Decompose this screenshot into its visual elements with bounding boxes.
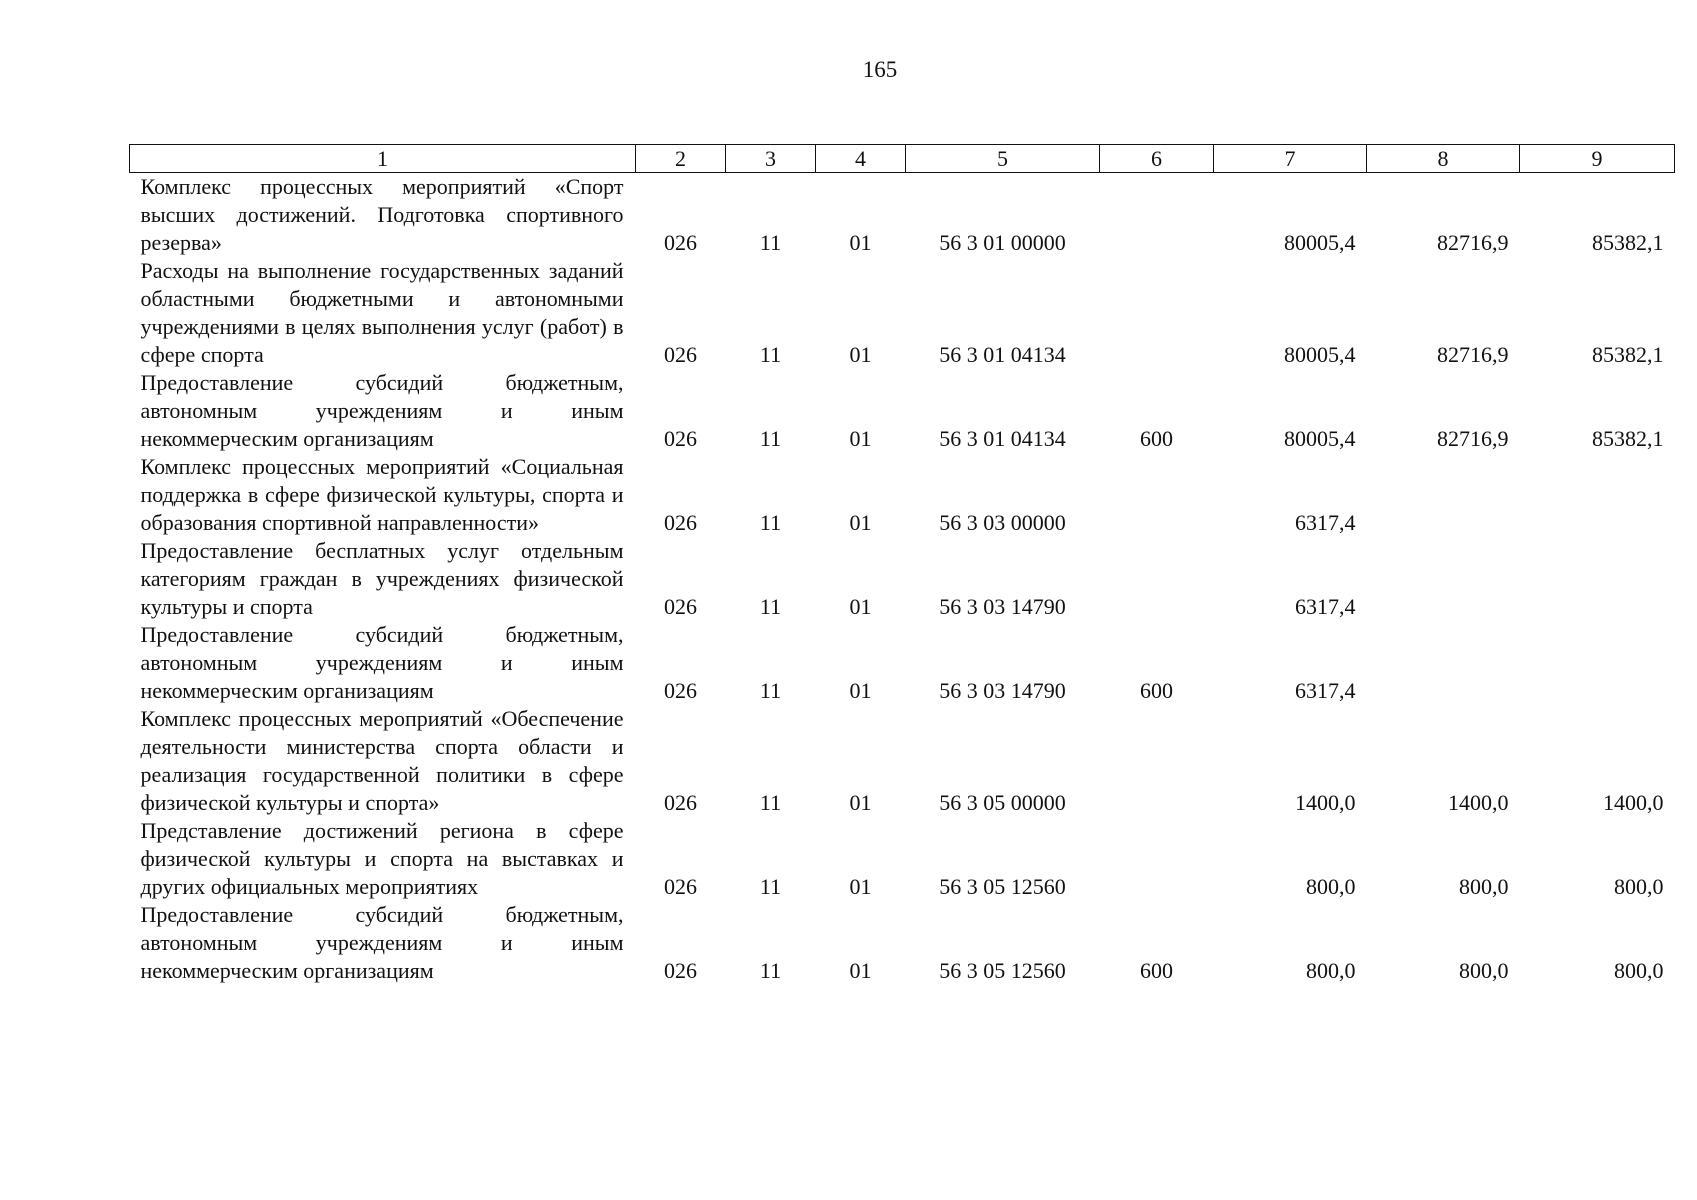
row-ministry-code: 026 (664, 790, 697, 815)
row-amount-year2 (1367, 453, 1520, 537)
row-ministry-code: 026 (664, 230, 697, 255)
row-target-article: 56 3 05 00000 (939, 790, 1066, 815)
header-row (130, 145, 1675, 173)
row-description: Представление достижений региона в сфере физической культуры и спорта на выставках и других официальных мероприятиях (140, 818, 624, 899)
row-ministry-code: 026 (664, 958, 697, 983)
row-section-code: 11 (759, 790, 782, 815)
row-amount-year3 (1520, 537, 1675, 621)
table-row (130, 817, 1675, 901)
table-row (130, 257, 1675, 369)
row-amount-year1: 800,0 (1306, 874, 1356, 899)
row-amount-year3: 800,0 (1614, 958, 1664, 983)
header-cell: 2 (636, 145, 726, 173)
row-amount-year1: 80005,4 (1284, 230, 1356, 255)
header-cell: 4 (816, 145, 906, 173)
row-subsection-code: 01 (849, 510, 872, 535)
row-description: Предоставление бесплатных услуг отдельным категориям граждан в учреждениях физической культуры и спорта (140, 538, 624, 619)
row-description: Расходы на выполнение государственных заданий областными бюджетными и автономными учреждениями в целях выполнения услуг (работ) в сфере спорта (140, 258, 624, 367)
row-ministry-code: 026 (664, 874, 697, 899)
row-target-article: 56 3 01 00000 (939, 230, 1066, 255)
row-section-code: 11 (759, 874, 782, 899)
row-ministry-code: 026 (664, 342, 697, 367)
row-amount-year1: 800,0 (1306, 958, 1356, 983)
header-cell: 5 (906, 145, 1100, 173)
row-amount-year1: 80005,4 (1284, 426, 1356, 451)
table-row (130, 621, 1675, 705)
row-amount-year2: 82716,9 (1437, 230, 1509, 255)
row-amount-year3: 1400,0 (1603, 790, 1664, 815)
row-section-code: 11 (759, 594, 782, 619)
row-amount-year2: 82716,9 (1437, 342, 1509, 367)
table-row (130, 537, 1675, 621)
row-subsection-code: 01 (849, 230, 872, 255)
row-expense-type: 600 (1140, 958, 1173, 983)
row-description: Комплекс процессных мероприятий «Социальная поддержка в сфере физической культуры, спорта и образования спортивной направленности» (140, 454, 624, 535)
table-row (130, 901, 1675, 985)
row-amount-year1: 80005,4 (1284, 342, 1356, 367)
row-description: Предоставление субсидий бюджетным, автономным учреждениям и иным некоммерческим организациям (140, 902, 624, 983)
row-subsection-code: 01 (849, 426, 872, 451)
page-number: 165 (862, 57, 898, 82)
table-row (130, 173, 1675, 258)
row-ministry-code: 026 (664, 510, 697, 535)
row-section-code: 11 (759, 958, 782, 983)
row-ministry-code: 026 (664, 426, 697, 451)
row-amount-year2: 800,0 (1459, 874, 1509, 899)
header-cell: 9 (1520, 145, 1675, 173)
row-amount-year2 (1367, 537, 1520, 621)
row-expense-type: 600 (1140, 426, 1173, 451)
table-row (130, 369, 1675, 453)
row-subsection-code: 01 (849, 958, 872, 983)
row-amount-year2 (1367, 621, 1520, 705)
row-amount-year3 (1520, 621, 1675, 705)
row-subsection-code: 01 (849, 342, 872, 367)
row-expense-type (1100, 453, 1214, 537)
row-expense-type (1100, 817, 1214, 901)
row-amount-year1: 6317,4 (1295, 510, 1356, 535)
row-expense-type: 600 (1140, 678, 1173, 703)
row-amount-year3: 800,0 (1614, 874, 1664, 899)
row-section-code: 11 (759, 510, 782, 535)
table-row (130, 705, 1675, 817)
header-cell: 6 (1100, 145, 1214, 173)
row-amount-year3: 85382,1 (1592, 230, 1664, 255)
row-subsection-code: 01 (849, 678, 872, 703)
row-target-article: 56 3 03 00000 (939, 510, 1066, 535)
header-cell: 3 (726, 145, 816, 173)
row-target-article: 56 3 03 14790 (939, 678, 1066, 703)
row-section-code: 11 (759, 342, 782, 367)
row-description: Предоставление субсидий бюджетным, автономным учреждениям и иным некоммерческим организациям (140, 370, 624, 451)
row-amount-year2: 82716,9 (1437, 426, 1509, 451)
header-cell: 8 (1367, 145, 1520, 173)
row-target-article: 56 3 05 12560 (939, 874, 1066, 899)
row-description: Предоставление субсидий бюджетным, автономным учреждениям и иным некоммерческим организациям (140, 622, 624, 703)
row-section-code: 11 (759, 230, 782, 255)
row-section-code: 11 (759, 426, 782, 451)
row-amount-year1: 6317,4 (1295, 594, 1356, 619)
row-expense-type (1100, 173, 1214, 258)
header-cell: 7 (1214, 145, 1367, 173)
row-expense-type (1100, 705, 1214, 817)
row-subsection-code: 01 (849, 594, 872, 619)
row-amount-year3 (1520, 453, 1675, 537)
row-expense-type (1100, 537, 1214, 621)
row-amount-year1: 1400,0 (1295, 790, 1356, 815)
row-target-article: 56 3 01 04134 (939, 342, 1066, 367)
row-target-article: 56 3 05 12560 (939, 958, 1066, 983)
row-expense-type (1100, 257, 1214, 369)
row-target-article: 56 3 01 04134 (939, 426, 1066, 451)
budget-table (129, 144, 1675, 985)
row-section-code: 11 (759, 678, 782, 703)
row-description: Комплекс процессных мероприятий «Спорт высших достижений. Подготовка спортивного резерва» (140, 174, 624, 255)
table-row (130, 453, 1675, 537)
row-target-article: 56 3 03 14790 (939, 594, 1066, 619)
row-ministry-code: 026 (664, 594, 697, 619)
header-cell: 1 (130, 145, 636, 173)
row-description: Комплекс процессных мероприятий «Обеспечение деятельности министерства спорта области и реализация государственной политики в сфере физической культуры и спорта» (140, 706, 624, 815)
table-body (130, 173, 1675, 986)
row-amount-year2: 800,0 (1459, 958, 1509, 983)
row-amount-year3: 85382,1 (1592, 342, 1664, 367)
row-ministry-code: 026 (664, 678, 697, 703)
row-amount-year2: 1400,0 (1448, 790, 1509, 815)
row-subsection-code: 01 (849, 874, 872, 899)
row-amount-year1: 6317,4 (1295, 678, 1356, 703)
row-amount-year3: 85382,1 (1592, 426, 1664, 451)
row-subsection-code: 01 (849, 790, 872, 815)
table-header (130, 145, 1675, 173)
